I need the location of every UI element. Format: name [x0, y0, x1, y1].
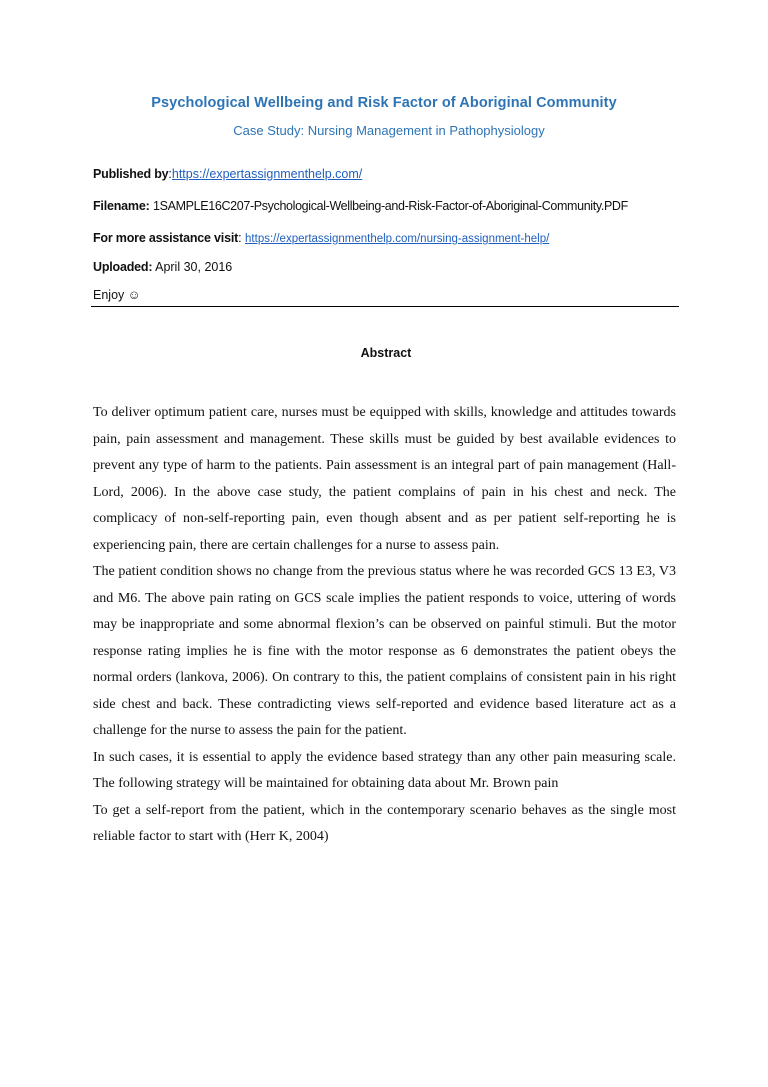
uploaded-line: [93, 260, 232, 274]
published-by-link[interactable]: https://expertassignmenthelp.com/: [171, 167, 363, 181]
uploaded-label: Uploaded:: [93, 260, 153, 274]
assistance-label: For more assistance visit: [93, 231, 239, 245]
enjoy-line: [93, 288, 141, 302]
enjoy-text: Enjoy: [93, 288, 125, 302]
smiley-icon: ☺: [127, 288, 141, 302]
published-by-label: Published by: [93, 167, 169, 181]
abstract-heading: Abstract: [360, 346, 412, 360]
filename-value: 1SAMPLE16C207-Psychological-Wellbeing-and-Risk-Factor-of-Aboriginal-Community.PDF: [153, 199, 628, 213]
uploaded-value: April 30, 2016: [155, 260, 233, 274]
abstract-paragraph: In such cases, it is essential to apply the evidence based strategy than any other pain measuring scale. The following strategy will be maintained for obtaining data about Mr. Brown pain: [93, 749, 676, 791]
abstract-body: [93, 400, 676, 851]
assistance-line: For more assistance visit: https://expertassignmenthelp.com/nursing-assignment-help/: [93, 231, 550, 245]
assistance-link[interactable]: https://expertassignmenthelp.com/nursing-assignment-help/: [245, 233, 550, 245]
abstract-paragraph: To deliver optimum patient care, nurses must be equipped with skills, knowledge and attitudes towards pain, pain assessment and management. These skills must be guided by best available evidences to prevent any type of harm to the patients. Pain assessment is an integral part of pain management (Hall-Lord, 2006). In the above case study, the patient complains of pain in his chest and neck. The complicacy of non-self-reporting pain, even though absent and as per patient self-reporting he is experiencing pain, there are certain challenges for a nurse to assess pain.: [93, 405, 676, 553]
published-by-line: Published by:https://expertassignmenthelp.com/: [93, 167, 363, 181]
abstract-paragraph: To get a self-report from the patient, which in the contemporary scenario behaves as the single most reliable factor to start with (Herr K, 2004): [93, 802, 676, 844]
abstract-paragraph: The patient condition shows no change from the previous status where he was recorded GCS 13 E3, V3 and M6. The above pain rating on GCS scale implies the patient responds to voice, uttering of words may be inappropriate and some abnormal flexion’s can be observed on painful stimuli. But the motor response rating implies he is fine with the motor response as 6 demonstrates the patient obeys the normal orders (lankova, 2006). On contrary to this, the patient complains of consistent pain in his right side chest and back. These contradicting views self-reported and evidence based literature act as a challenge for the nurse to assess the pain for the patient.: [93, 564, 676, 738]
document-subtitle: Case Study: Nursing Management in Pathophysiology: [233, 123, 545, 138]
header-divider: [91, 306, 679, 307]
filename-label: Filename:: [93, 199, 150, 213]
document-title: Psychological Wellbeing and Risk Factor of Aboriginal Community: [151, 95, 617, 111]
filename-line: [93, 199, 628, 213]
